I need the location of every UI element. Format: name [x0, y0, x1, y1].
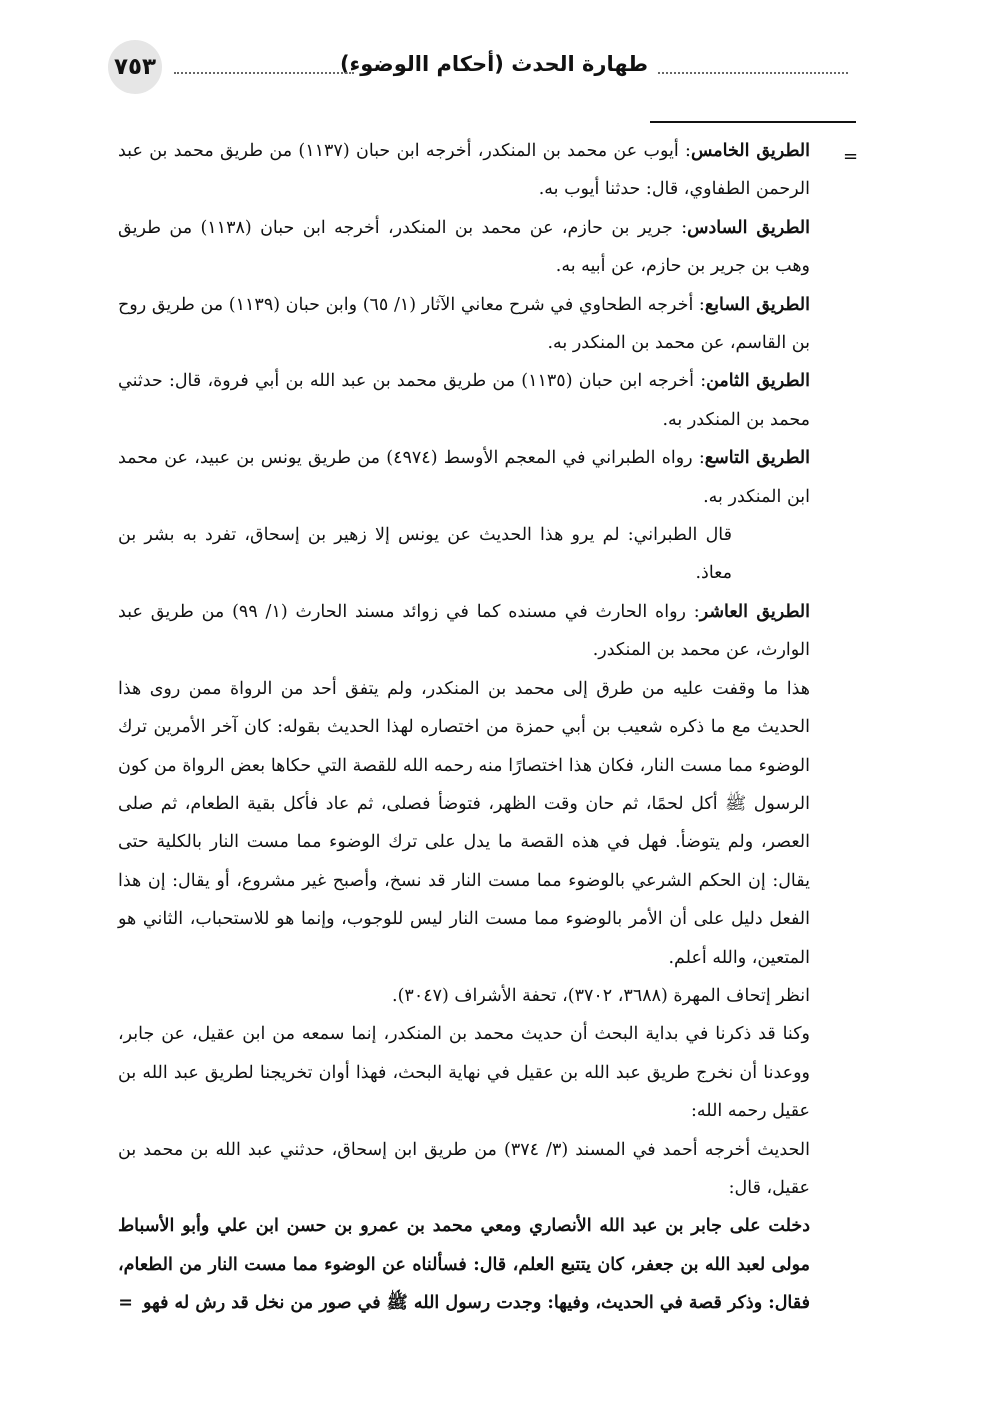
promise-paragraph: وكنا قد ذكرنا في بداية البحث أن حديث محمد بن المنكدر، إنما سمعه من ابن عقيل، عن جابر، ووعدنا أن نخرج طريق عبد الله بن عقيل في نهاية البحث، فهذا أوان تخريجنا لطريق عبد الله بن عقيل رحمه الله:: [118, 1024, 810, 1122]
route-text: : أخرجه ابن حبان (١١٣٥) من طريق محمد بن عبد الله بن أبي فروة، قال: حدثني محمد بن المنكدر به.: [118, 371, 810, 430]
route-label: الطريق السادس: [687, 217, 810, 238]
route-label: الطريق التاسع: [704, 448, 810, 469]
route-label: الطريق السابع: [704, 294, 810, 315]
paragraph: [118, 132, 810, 209]
see-also-line: انظر إتحاف المهرة (٣٦٨٨، ٣٧٠٢)، تحفة الأشراف (٣٠٤٧).: [392, 985, 810, 1006]
page-number: ٧٥٣: [108, 40, 162, 94]
footnote-rule: [650, 121, 856, 123]
footnote-body: [118, 132, 810, 1323]
page-header: [108, 40, 848, 96]
paragraph: [118, 439, 810, 516]
header-dots-left: [174, 72, 354, 74]
route-text: : رواه الحارث في مسنده كما في زوائد مسند الحارث (١/ ٩٩) من طريق عبد الوارث، عن محمد بن المنكدر.: [118, 601, 810, 661]
tabarani-note: قال الطبراني: لم يرو هذا الحديث عن يونس إلا زهير بن إسحاق، تفرد به بشر بن معاذ.: [118, 525, 732, 584]
route-text: : أخرجه الطحاوي في شرح معاني الآثار (١/ ٦٥) وابن حبان (١١٣٩) من طريق روح بن القاسم، عن محمد بن المنكدر به.: [118, 294, 810, 354]
route-text: : أيوب عن محمد بن المنكدر، أخرجه ابن حبان (١١٣٧) من طريق محمد بن عبد الرحمن الطفاوي، قال: حدثنا أيوب به.: [118, 141, 810, 200]
route-text: : رواه الطبراني في المعجم الأوسط (٤٩٧٤) من طريق يونس بن عبيد، عن محمد ابن المنكدر به.: [118, 448, 810, 507]
quote-paragraph: [118, 1207, 810, 1322]
end-continuation-mark: =: [118, 1293, 133, 1314]
paragraph: [118, 286, 810, 363]
paragraph: [118, 593, 810, 670]
header-title: طهارة الحدث (أحكام االوضوء): [339, 52, 648, 76]
route-label: الطريق الثامن: [706, 371, 810, 392]
route-text: : جرير بن حازم، عن محمد بن المنكدر، أخرجه ابن حبان (١١٣٨) من طريق وهب بن جرير بن حازم، عن أبيه به.: [118, 217, 810, 277]
continuation-mark: =: [843, 146, 859, 167]
discussion-paragraph: هذا ما وقفت عليه من طرق إلى محمد بن المنكدر، ولم يتفق أحد من الرواة ممن روى هذا الحديث مع ما ذكره شعيب بن أبي حمزة من اختصاره لهذا الحديث بقوله: كان آخر الأمرين ترك الوضوء مما مست النار، فكان هذا اختصارًا منه رحمه الله للقصة التي حكاها بعض الرواة من كون الرسول ﷺ أكل لحمًا، ثم حان وقت الظهر، فتوضأ فصلى، ثم عاد فأكل بقية الطعام، ثم صلى العصر، ولم يتوضأ. فهل في هذه القصة ما يدل على ترك الوضوء مما مست النار بالكلية حتى يقال: إن الحكم الشرعي بالوضوء مما مست النار قد نسخ، وأصبح غير مشروع، أو يقال: إن هذا الفعل دليل على أن الأمر بالوضوء مما مست النار ليس للوجوب، وإنما هو للاستحباب، الثاني هو المتعين، والله أعلم.: [118, 678, 810, 968]
ahmad-paragraph: الحديث أخرجه أحمد في المسند (٣/ ٣٧٤) من طريق ابن إسحاق، حدثني عبد الله بن محمد بن عقيل، قال:: [118, 1139, 811, 1198]
route-label: الطريق الخامس: [690, 141, 810, 161]
header-dots-right: [658, 72, 848, 74]
quote-text: دخلت على جابر بن عبد الله الأنصاري ومعي محمد بن عمرو بن حسن ابن علي وأبو الأسباط مولى لعبد الله بن جعفر، كان يتتبع العلم، قال: فسألناه عن الوضوء مما مست النار من الطعام، فقال: وذكر قصة في الحديث، وفيها: وجدت رسول الله ﷺ في صور من نخل قد رش له فهو: [118, 1216, 810, 1314]
paragraph: [118, 362, 810, 439]
route-label: الطريق العاشر: [699, 601, 811, 622]
paragraph: [118, 209, 810, 286]
